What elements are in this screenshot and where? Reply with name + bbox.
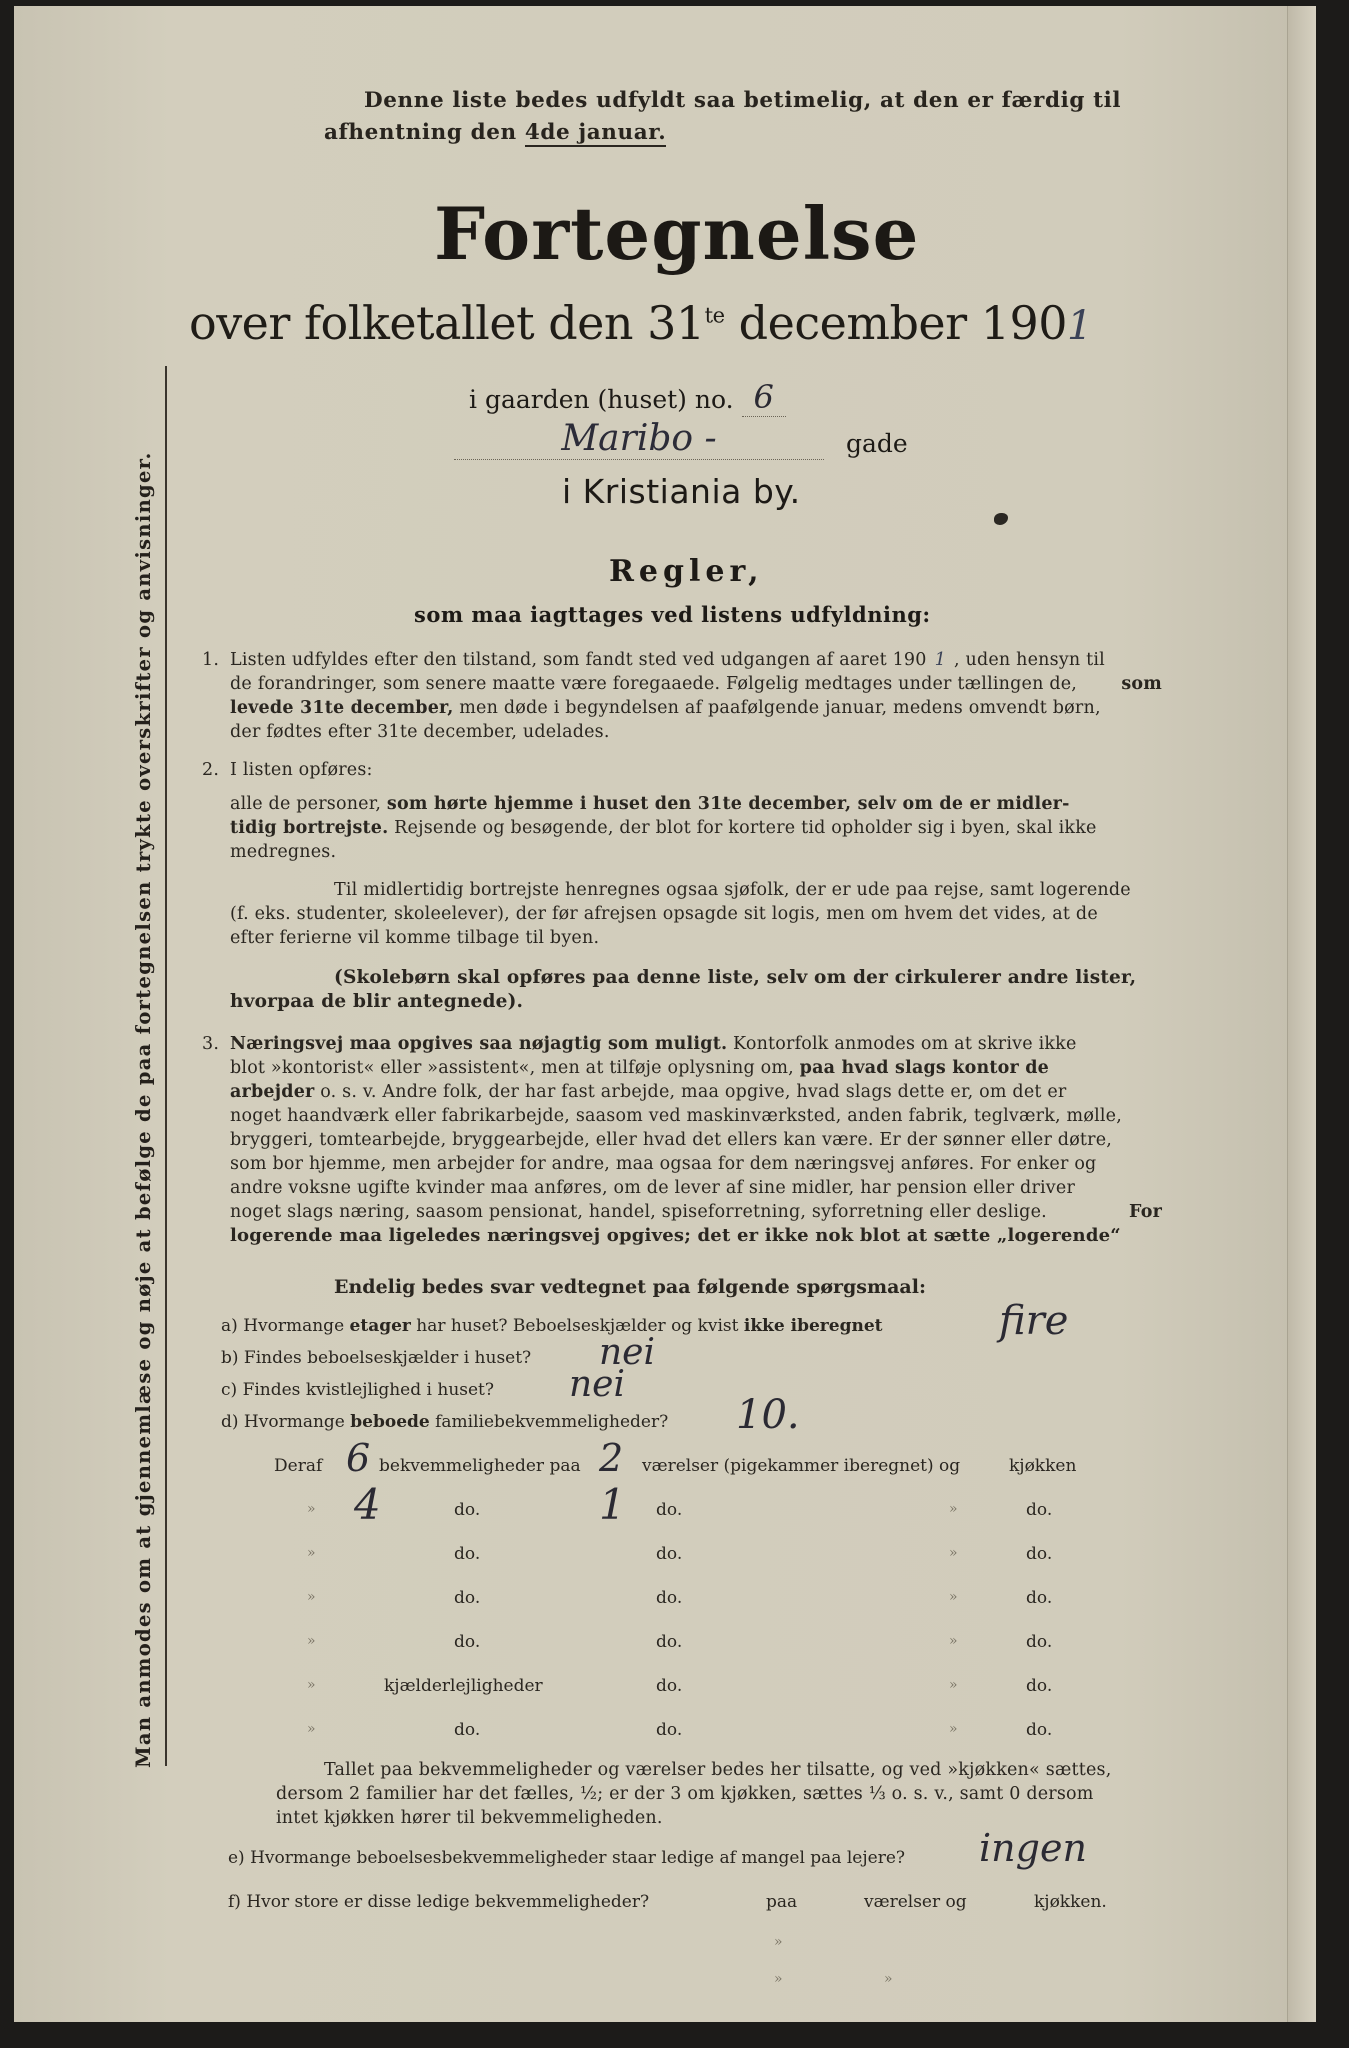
row-7-do-1: do. bbox=[454, 1720, 481, 1740]
answer-d-handwritten: 10. bbox=[736, 1392, 800, 1438]
year-handwritten: 1 bbox=[1067, 303, 1092, 349]
house-number: 6 bbox=[742, 378, 786, 417]
row-5-quote-2: » bbox=[949, 1633, 958, 1649]
row-5-do-2: do. bbox=[656, 1632, 683, 1652]
row-7-do-2: do. bbox=[656, 1720, 683, 1740]
rule-1-num: 1. bbox=[202, 650, 220, 670]
subtitle bbox=[189, 296, 1092, 350]
rule-2-l3-bold: tidig bortrejste. bbox=[230, 818, 389, 838]
rule-3-line-5: bryggeri, tomtearbejde, bryggearbejde, eller hvad det ellers kan være. Er der sønner eller døtre, bbox=[230, 1130, 1113, 1150]
rule-3-l3-bold: arbejder bbox=[230, 1082, 315, 1102]
row-6-quote: » bbox=[307, 1677, 316, 1693]
question-a-text-1: Hvormange bbox=[243, 1316, 345, 1336]
rule-1-year-hand: 1 bbox=[934, 650, 946, 670]
row-6-quote-2: » bbox=[949, 1677, 958, 1693]
rule-3-l1-text: Kontorfolk anmodes om at skrive ikke bbox=[733, 1034, 1077, 1054]
rule-1-l3-text: men døde i begyndelsen af paafølgende januar, medens omvendt børn, bbox=[459, 698, 1101, 718]
rule-1-line-2 bbox=[230, 672, 1162, 696]
question-a-text-2: har huset? Beboelseskjælder og kvist bbox=[416, 1316, 739, 1336]
subtitle-prefix: over folketallet den 31 bbox=[189, 296, 705, 350]
row-5-quote: » bbox=[307, 1633, 316, 1649]
note-line-1: Tallet paa bekvemmeligheder og værelser bedes her tilsatte, og ved »kjøkken« sættes, bbox=[324, 1760, 1112, 1780]
row-7-do-3: do. bbox=[1026, 1720, 1053, 1740]
question-b-text: Findes beboelseskjælder i huset? bbox=[243, 1348, 532, 1368]
row-3-do-3: do. bbox=[1026, 1544, 1053, 1564]
sidebar-rule bbox=[165, 366, 167, 1766]
apartment-row-2-count: 4 bbox=[354, 1480, 381, 1529]
rule-3-num: 3. bbox=[202, 1034, 220, 1054]
question-e-text: Hvormange beboelsesbekvemmeligheder staar ledige af mangel paa lejere? bbox=[250, 1848, 905, 1868]
question-a-bold-2: ikke iberegnet bbox=[743, 1316, 883, 1336]
rule-3-line-6: som bor hjemme, men arbejder for andre, maa ogsaa for dem næringsvej anføres. For enker og bbox=[230, 1154, 1097, 1174]
row-2-quote: » bbox=[307, 1501, 316, 1517]
answer-c-handwritten: nei bbox=[569, 1364, 626, 1405]
question-c-text: Findes kvistlejlighed i huset? bbox=[242, 1380, 495, 1400]
rule-1-l3-bold: levede 31te december, bbox=[230, 698, 454, 718]
subtitle-sup: te bbox=[704, 303, 725, 328]
row-7-quote: » bbox=[307, 1721, 316, 1737]
answer-b-handwritten: nei bbox=[599, 1332, 656, 1373]
notice-line-2 bbox=[324, 120, 666, 145]
question-f-paa: paa bbox=[766, 1892, 798, 1912]
notice-line-1: Denne liste bedes udfyldt saa betimelig, at den er færdig til bbox=[364, 88, 1122, 113]
page-title: Fortegnelse bbox=[434, 191, 920, 276]
rule-3-l1-bold: Næringsvej maa opgives saa nøjagtig som muligt. bbox=[230, 1034, 728, 1054]
rule-1-text-b: , uden hensyn til bbox=[953, 650, 1105, 670]
question-f-vaer: værelser og bbox=[864, 1892, 967, 1912]
question-d-label: d) bbox=[221, 1412, 239, 1432]
rule-2-l3-text: Rejsende og besøgende, der blot for kortere tid opholder sig i byen, skal ikke bbox=[394, 818, 1097, 838]
question-a-label: a) bbox=[221, 1316, 238, 1336]
question-a-bold-1: etager bbox=[349, 1316, 411, 1336]
row-3-do-1: do. bbox=[454, 1544, 481, 1564]
row-4-quote: » bbox=[307, 1589, 316, 1605]
question-f-text: Hvor store er disse ledige bekvemmeligheder? bbox=[246, 1892, 650, 1912]
rule-3-line-4: noget haandværk eller fabrikarbejde, saasom ved maskinværksted, anden fabrik, teglværk, mølle, bbox=[230, 1106, 1122, 1126]
rule-2-p2-line-2: (f. eks. studenter, skoleelever), der før afrejsen opsagde sit logis, men om hvem det vides, at de bbox=[230, 904, 1098, 924]
rule-2-l2-text: alle de personer, bbox=[230, 794, 382, 814]
page-edge bbox=[1287, 6, 1316, 2022]
question-f-kjokken: kjøkken. bbox=[1034, 1892, 1107, 1912]
row-4-do-2: do. bbox=[656, 1588, 683, 1608]
row-6-do-2: do. bbox=[656, 1676, 683, 1696]
row-7-quote-2: » bbox=[949, 1721, 958, 1737]
rule-3-l8-bold: For bbox=[1129, 1202, 1162, 1222]
question-d-text-1: Hvormange bbox=[243, 1412, 345, 1432]
question-a bbox=[221, 1316, 883, 1336]
question-b-label: b) bbox=[221, 1348, 239, 1368]
question-c bbox=[221, 1380, 494, 1400]
street-name-handwritten: Maribo - bbox=[454, 418, 824, 460]
rule-3-line-9: logerende maa ligeledes næringsvej opgives; det er ikke nok blot at sætte „logerende“ bbox=[230, 1225, 1121, 1246]
row-2-quote-2: » bbox=[949, 1501, 958, 1517]
rule-3-l8-text: noget slags næring, saasom pensionat, handel, spiseforretning, syforretning eller deslige. bbox=[230, 1202, 1047, 1222]
apartment-row-2-rooms: 1 bbox=[599, 1480, 626, 1529]
notice-prefix: afhentning den bbox=[324, 120, 517, 145]
rule-2-line-4: medregnes. bbox=[230, 842, 337, 862]
row-5-do-1: do. bbox=[454, 1632, 481, 1652]
bottom-quote-2: » bbox=[774, 1971, 783, 1987]
census-form-page bbox=[14, 6, 1316, 2022]
apartment-row-1-count: 6 bbox=[346, 1436, 371, 1480]
bottom-quote-1: » bbox=[774, 1934, 783, 1950]
sidebar-instruction: Man anmodes om at gjennemlæse og nøje at befølge de paa fortegnelsen trykte overskrifter og anvisninger. bbox=[132, 451, 155, 1768]
rule-2-p2-line-1: Til midlertidig bortrejste henregnes ogsaa sjøfolk, der er ude paa rejse, samt logerende bbox=[334, 880, 1131, 900]
question-d-text-2: familiebekvemmeligheder? bbox=[435, 1412, 669, 1432]
rule-3-line-1 bbox=[230, 1032, 1077, 1056]
pickup-date: 4de januar. bbox=[524, 120, 667, 145]
rule-1-line-1 bbox=[230, 648, 1105, 672]
house-label: i gaarden (huset) no. bbox=[469, 385, 734, 414]
rule-2-p3-line-2: hvorpaa de blir antegnede). bbox=[230, 991, 524, 1012]
rule-2-l2-bold: som hørte hjemme i huset den 31te december, selv om de er midler- bbox=[386, 794, 1070, 814]
row-3-do-2: do. bbox=[656, 1544, 683, 1564]
note-line-2: dersom 2 familier har det fælles, ½; er der 3 om kjøkken, sættes ⅓ o. s. v., samt 0 dersom bbox=[276, 1784, 1094, 1804]
row-6-do-3: do. bbox=[1026, 1676, 1053, 1696]
rule-3-line-7: andre voksne ugifte kvinder maa anføres, om de lever af sine midler, har pension eller driver bbox=[230, 1178, 1076, 1198]
answer-e-handwritten: ingen bbox=[979, 1826, 1087, 1870]
question-f-label: f) bbox=[228, 1892, 241, 1912]
apartments-bekv-label: bekvemmeligheder paa bbox=[379, 1456, 581, 1476]
row-3-quote: » bbox=[307, 1545, 316, 1561]
apartments-kjokken-header: kjøkken bbox=[1009, 1456, 1077, 1476]
subtitle-suffix: december 190 bbox=[738, 296, 1068, 350]
rule-2-line-1: I listen opføres: bbox=[230, 760, 373, 780]
row-2-do-2: do. bbox=[656, 1500, 683, 1520]
question-f bbox=[228, 1892, 649, 1912]
questions-heading: Endelig bedes svar vedtegnet paa følgende spørgsmaal: bbox=[334, 1276, 926, 1298]
apartments-vaer-label: værelser (pigekammer iberegnet) og bbox=[642, 1456, 961, 1476]
apartments-deraf: Deraf bbox=[274, 1456, 323, 1476]
rule-2-line-2 bbox=[230, 792, 1070, 816]
house-line bbox=[469, 378, 786, 416]
answer-a-handwritten: fire bbox=[999, 1298, 1069, 1344]
row-5-do-3: do. bbox=[1026, 1632, 1053, 1652]
rule-2-line-3 bbox=[230, 816, 1097, 840]
rule-1-line-3 bbox=[230, 696, 1101, 720]
city-line: i Kristiania by. bbox=[562, 472, 801, 511]
row-4-quote-2: » bbox=[949, 1589, 958, 1605]
row-4-do-3: do. bbox=[1026, 1588, 1053, 1608]
question-e bbox=[228, 1848, 905, 1868]
row-3-quote-2: » bbox=[949, 1545, 958, 1561]
rule-3-line-2 bbox=[230, 1056, 1049, 1080]
rule-3-l2-text: blot »kontorist« eller »assistent«, men at tilføje oplysning om, bbox=[230, 1058, 794, 1078]
row-2-do-1: do. bbox=[454, 1500, 481, 1520]
question-c-label: c) bbox=[221, 1380, 238, 1400]
rule-1-l2-bold: som bbox=[1121, 674, 1162, 694]
rule-1-text-a: Listen udfyldes efter den tilstand, som fandt sted ved udgangen af aaret 190 bbox=[230, 650, 927, 670]
rules-subheading: som maa iagttages ved listens udfyldning: bbox=[414, 602, 931, 627]
rule-2-p3-line-1: (Skolebørn skal opføres paa denne liste, selv om der cirkulerer andre lister, bbox=[334, 967, 1137, 988]
row-2-do-3: do. bbox=[1026, 1500, 1053, 1520]
street-suffix: gade bbox=[846, 429, 908, 458]
question-b bbox=[221, 1348, 531, 1368]
rule-2-p2-line-3: efter ferierne vil komme tilbage til byen. bbox=[230, 928, 600, 948]
rules-heading: Regler, bbox=[609, 554, 764, 589]
note-line-3: intet kjøkken hører til bekvemmeligheden. bbox=[276, 1808, 663, 1828]
rule-3-line-3 bbox=[230, 1080, 1067, 1104]
question-d-bold: beboede bbox=[350, 1412, 430, 1432]
rule-3-line-8 bbox=[230, 1200, 1162, 1224]
ink-blot bbox=[994, 513, 1008, 525]
street-line bbox=[454, 418, 844, 460]
rule-3-l3-text: o. s. v. Andre folk, der har fast arbejde, maa opgive, hvad slags dette er, om det er bbox=[320, 1082, 1067, 1102]
question-d bbox=[221, 1412, 668, 1432]
question-e-label: e) bbox=[228, 1848, 245, 1868]
bottom-quote-3: » bbox=[884, 1971, 893, 1987]
apartment-row-1-rooms: 2 bbox=[599, 1436, 624, 1480]
rule-3-l2-bold: paa hvad slags kontor de bbox=[799, 1058, 1050, 1078]
row-6-kjaelder-label: kjælderlejligheder bbox=[384, 1676, 543, 1696]
rule-1-line-4: der fødtes efter 31te december, udelades. bbox=[230, 722, 610, 742]
row-4-do-1: do. bbox=[454, 1588, 481, 1608]
rule-1-l2-text: de forandringer, som senere maatte være foregaaede. Følgelig medtages under tællingen de, bbox=[230, 674, 1078, 694]
rule-2-num: 2. bbox=[202, 760, 220, 780]
